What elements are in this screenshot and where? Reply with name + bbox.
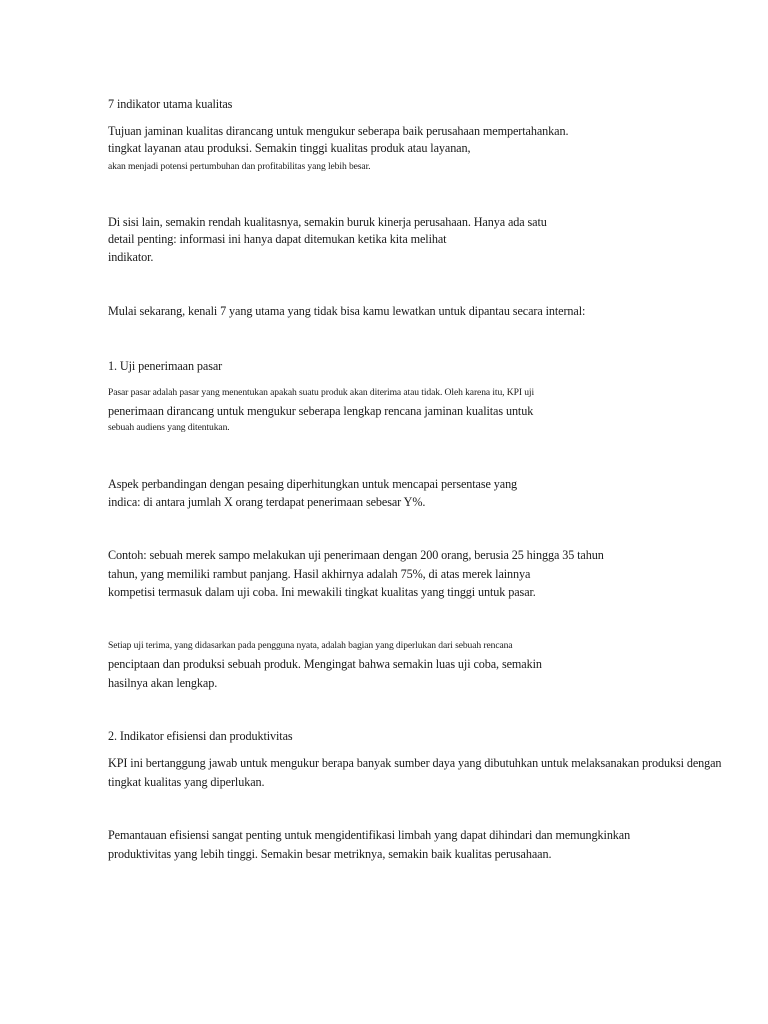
section-2-p1-line-2: tingkat kualitas yang diperlukan. bbox=[108, 775, 265, 789]
section-2-p2-line-2: produktivitas yang lebih tinggi. Semakin besar metriknya, semakin baik kualitas perusahaan. bbox=[108, 847, 552, 861]
section-1-p4-line-3: hasilnya akan lengkap. bbox=[108, 676, 218, 690]
section-1-heading: 1. Uji penerimaan pasar bbox=[108, 359, 223, 373]
section-2-heading: 2. Indikator efisiensi dan produktivitas bbox=[108, 729, 293, 743]
paragraph-2-line-1: Di sisi lain, semakin rendah kualitasnya, semakin buruk kinerja perusahaan. Hanya ada satu bbox=[108, 215, 547, 229]
section-2-p2-line-1: Pemantauan efisiensi sangat penting untuk mengidentifikasi limbah yang dapat dihindari dan memungkinkan bbox=[108, 828, 631, 842]
section-1-p3-line-1: Contoh: sebuah merek sampo melakukan uji penerimaan dengan 200 orang, berusia 25 hingga 35 tahun bbox=[108, 548, 604, 562]
document-title: 7 indikator utama kualitas bbox=[108, 97, 233, 111]
section-1-p1-line-3: sebuah audiens yang ditentukan. bbox=[108, 422, 230, 433]
section-1-p3-line-2: tahun, yang memiliki rambut panjang. Hasil akhirnya adalah 75%, di atas merek lainnya bbox=[108, 567, 531, 581]
paragraph-2-line-2: detail penting: informasi ini hanya dapat ditemukan ketika kita melihat bbox=[108, 232, 447, 246]
section-1-p1-line-1: Pasar pasar adalah pasar yang menentukan apakah suatu produk akan diterima atau tidak. Oleh karena itu, KPI uji bbox=[108, 387, 535, 398]
section-1-p2-line-1: Aspek perbandingan dengan pesaing diperhitungkan untuk mencapai persentase yang bbox=[108, 477, 518, 491]
intro-line-2: tingkat layanan atau produksi. Semakin tinggi kualitas produk atau layanan, bbox=[108, 141, 471, 155]
intro-line-3: akan menjadi potensi pertumbuhan dan profitabilitas yang lebih besar. bbox=[108, 161, 371, 172]
paragraph-2-line-3: indikator. bbox=[108, 250, 154, 264]
section-1-p3-line-3: kompetisi termasuk dalam uji coba. Ini mewakili tingkat kualitas yang tinggi untuk pasar. bbox=[108, 585, 536, 599]
section-1-p4-line-2: penciptaan dan produksi sebuah produk. Mengingat bahwa semakin luas uji coba, semakin bbox=[108, 657, 542, 671]
section-1-p4-line-1: Setiap uji terima, yang didasarkan pada pengguna nyata, adalah bagian yang diperlukan dari sebuah rencana bbox=[108, 640, 513, 651]
intro-line-1: Tujuan jaminan kualitas dirancang untuk mengukur seberapa baik perusahaan mempertahankan. bbox=[108, 124, 569, 138]
paragraph-3-line-1: Mulai sekarang, kenali 7 yang utama yang tidak bisa kamu lewatkan untuk dipantau secara internal: bbox=[108, 304, 586, 318]
section-1-p2-line-2: indica: di antara jumlah X orang terdapat penerimaan sebesar Y%. bbox=[108, 495, 426, 509]
section-1-p1-line-2: penerimaan dirancang untuk mengukur seberapa lengkap rencana jaminan kualitas untuk bbox=[108, 404, 534, 418]
section-2-p1-line-1: KPI ini bertanggung jawab untuk mengukur berapa banyak sumber daya yang dibutuhkan untuk melaksanakan produksi dengan bbox=[108, 756, 722, 770]
